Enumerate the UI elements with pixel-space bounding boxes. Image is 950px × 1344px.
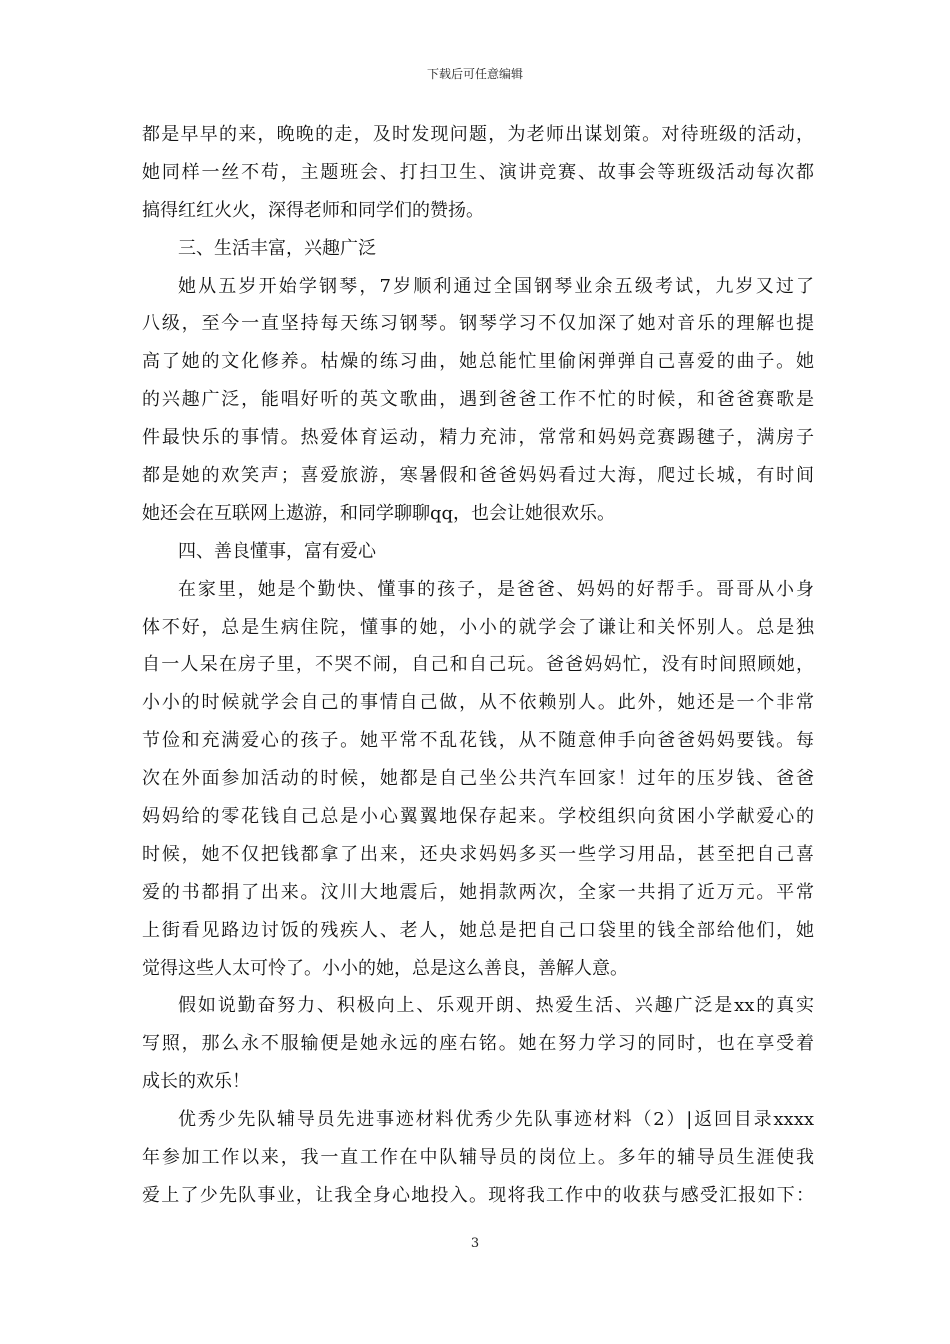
- text-line: 爱的书都捐了出来。汶川大地震后，她捐款两次，全家一共捐了近万元。平常: [142, 881, 814, 903]
- text-line: 爱上了少先队事业，让我全身心地投入。现将我工作中的收获与感受汇报如下：: [142, 1184, 814, 1206]
- text-line: 节俭和充满爱心的孩子。她平常不乱花钱，从不随意伸手向爸爸妈妈要钱。每: [142, 730, 814, 752]
- page-number: 3: [470, 1236, 480, 1251]
- text-line: 搞得红红火火，深得老师和同学们的赞扬。: [142, 199, 484, 221]
- text-line: 高了她的文化修养。枯燥的练习曲，她总能忙里偷闲弹弹自己喜爱的曲子。她: [142, 351, 814, 373]
- text-line: 她还会在互联网上遨游，和同学聊聊qq，也会让她很欢乐。: [142, 502, 616, 524]
- text-line: 次在外面参加活动的时候，她都是自己坐公共汽车回家！过年的压岁钱、爸爸: [142, 768, 814, 790]
- text-line: 体不好，总是生病住院，懂事的她，小小的就学会了谦让和关怀别人。总是独: [142, 616, 814, 638]
- text-line: 三、生活丰富，兴趣广泛: [178, 237, 376, 259]
- text-line: 觉得这些人太可怜了。小小的她，总是这么善良，善解人意。: [142, 957, 628, 979]
- text-line: 的兴趣广泛，能唱好听的英文歌曲，遇到爸爸工作不忙的时候，和爸爸赛歌是: [142, 389, 814, 411]
- text-line: 小小的时候就学会自己的事情自己做，从不依赖别人。此外，她还是一个非常: [142, 692, 814, 714]
- text-line: 写照，那么永不服输便是她永远的座右铭。她在努力学习的同时，也在享受着: [142, 1033, 814, 1055]
- text-line: 都是早早的来，晚晚的走，及时发现问题，为老师出谋划策。对待班级的活动，: [142, 124, 814, 145]
- text-line: 假如说勤奋努力、积极向上、乐观开朗、热爱生活、兴趣广泛是xx的真实: [178, 995, 814, 1017]
- text-line: 妈妈给的零花钱自己总是小心翼翼地保存起来。学校组织向贫困小学献爱心的: [142, 806, 814, 828]
- text-line: 年参加工作以来，我一直工作在中队辅导员的岗位上。多年的辅导员生涯使我: [142, 1147, 814, 1169]
- text-line: 件最快乐的事情。热爱体育运动，精力充沛，常常和妈妈竞赛踢毽子，满房子: [142, 427, 814, 449]
- text-line: 在家里，她是个勤快、懂事的孩子，是爸爸、妈妈的好帮手。哥哥从小身: [178, 578, 814, 600]
- text-line: 她同样一丝不苟，主题班会、打扫卫生、演讲竞赛、故事会等班级活动每次都: [142, 161, 814, 183]
- text-line: 八级，至今一直坚持每天练习钢琴。钢琴学习不仅加深了她对音乐的理解也提: [142, 313, 814, 335]
- page-header: 下载后可任意编辑: [426, 67, 523, 81]
- text-line: 自一人呆在房子里，不哭不闹，自己和自己玩。爸爸妈妈忙，没有时间照顾她，: [142, 654, 814, 676]
- text-line: 时候，她不仅把钱都拿了出来，还央求妈妈多买一些学习用品，甚至把自己喜: [142, 843, 814, 865]
- text-line: 上街看见路边讨饭的残疾人、老人，她总是把自己口袋里的钱全部给他们，她: [142, 919, 814, 941]
- text-line: 她从五岁开始学钢琴，7岁顺利通过全国钢琴业余五级考试，九岁又过了: [178, 275, 814, 297]
- text-line: 都是她的欢笑声；喜爱旅游，寒暑假和爸爸妈妈看过大海，爬过长城，有时间: [142, 465, 814, 487]
- text-line: 成长的欢乐！: [142, 1071, 250, 1093]
- text-line: 四、善良懂事，富有爱心: [178, 540, 376, 562]
- text-line: 优秀少先队辅导员先进事迹材料优秀少先队事迹材料（2）|返回目录xxxx: [178, 1109, 814, 1131]
- document-body: [142, 116, 814, 1215]
